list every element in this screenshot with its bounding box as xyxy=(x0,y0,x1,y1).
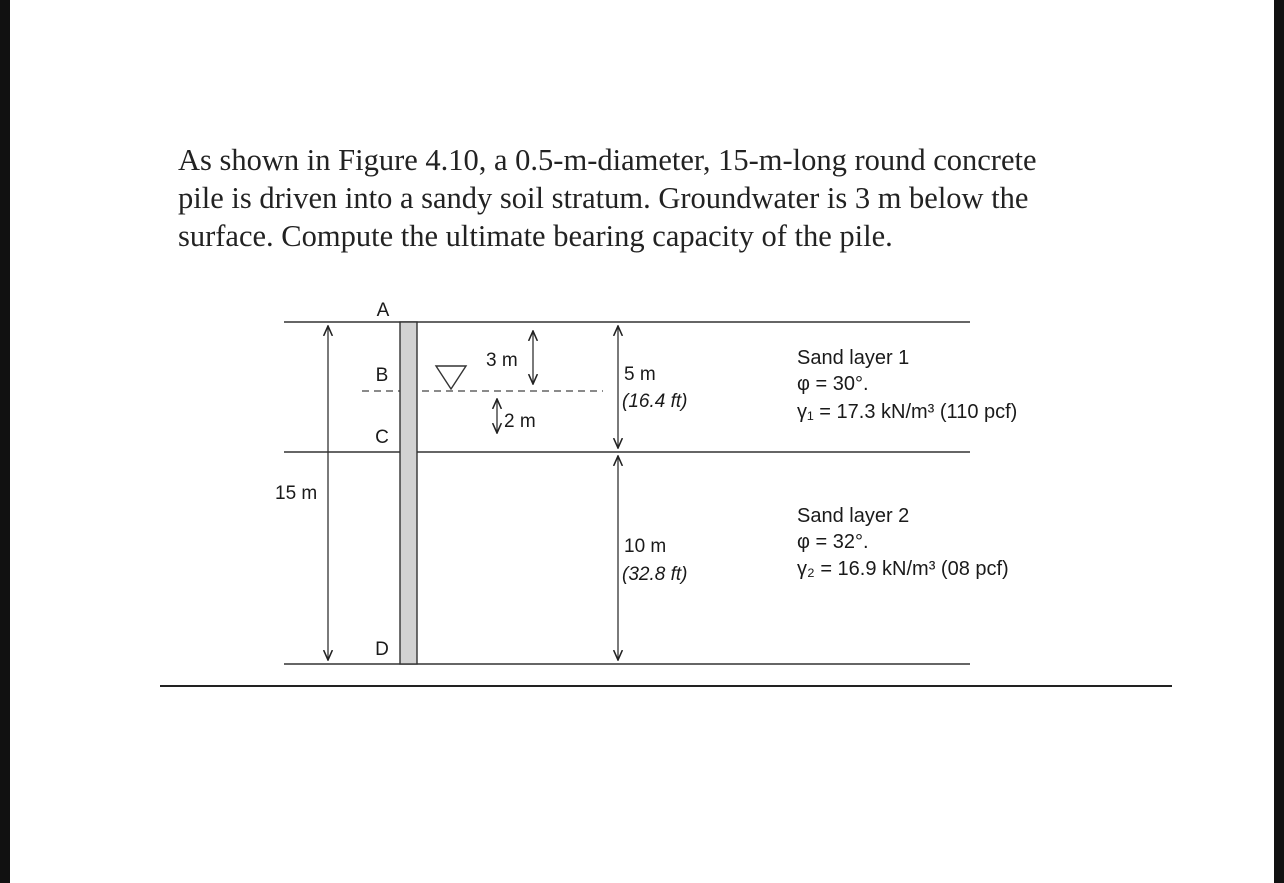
layer2-gamma: γ₂ = 16.9 kN/m³ (08 pcf) xyxy=(797,558,1009,580)
water-depth-label: 3 m xyxy=(486,350,518,371)
point-a-label: A xyxy=(376,300,390,321)
pile xyxy=(400,322,417,664)
layer1-thickness-m: 5 m xyxy=(624,364,656,385)
layer1-gamma: γ₁ = 17.3 kN/m³ (110 pcf) xyxy=(797,401,1018,423)
water-table-icon xyxy=(436,366,466,389)
point-c-label: C xyxy=(375,427,389,448)
problem-line-3: surface. Compute the ultimate bearing capacity of the pile. xyxy=(178,219,893,253)
problem-line-2: pile is driven into a sandy soil stratum. Groundwater is 3 m below the xyxy=(178,181,1029,215)
below-water-label: 2 m xyxy=(504,411,536,432)
layer2-thickness-ft: (32.8 ft) xyxy=(622,564,688,585)
layer1-thickness-ft: (16.4 ft) xyxy=(622,391,688,412)
total-depth-label: 15 m xyxy=(275,483,318,504)
layer1-phi: φ = 30°. xyxy=(797,373,869,395)
layer2-phi: φ = 32°. xyxy=(797,531,869,553)
layer1-name: Sand layer 1 xyxy=(797,347,910,369)
point-b-label: B xyxy=(375,365,389,386)
point-d-label: D xyxy=(375,639,389,660)
layer2-name: Sand layer 2 xyxy=(797,505,910,527)
layer2-thickness-m: 10 m xyxy=(624,536,667,557)
problem-line-1: As shown in Figure 4.10, a 0.5-m-diameter, 15-m-long round concrete xyxy=(178,143,1037,177)
